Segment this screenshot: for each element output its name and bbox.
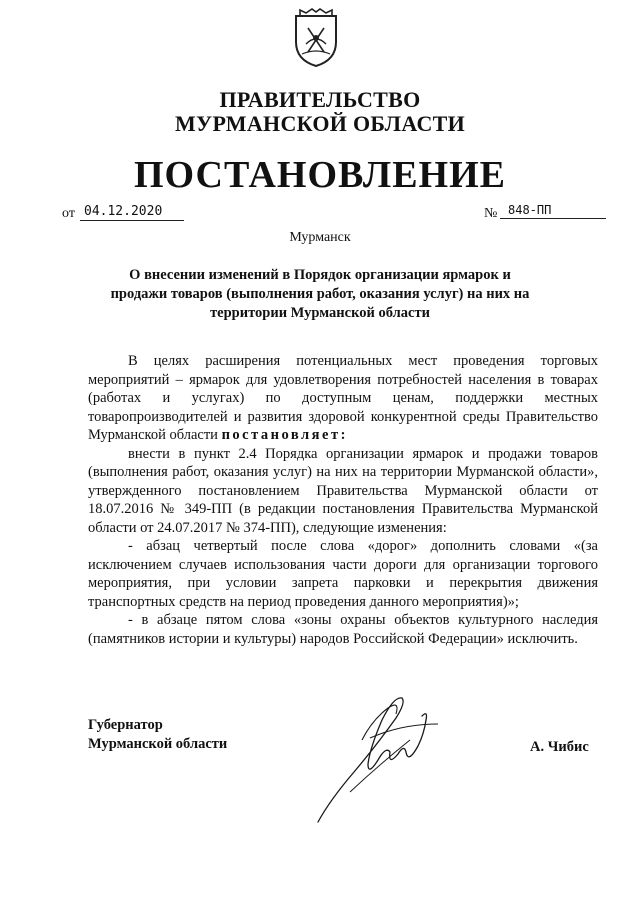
government-title: ПРАВИТЕЛЬСТВО [219,87,421,112]
number-label: № [484,206,498,221]
preamble-text: В целях расширения потенциальных мест проведения торговых мероприятий – ярмарок для удовлетворения потребностей населения в товарах (работах и услугах) по доступным ценам, поддержки местных товаропроизводителей и развития здоровой конкурентной среды Правительство Мурманской области [88,353,598,443]
signatory-name: А. Чибис [530,739,589,755]
signatory-title-line2: Мурманской области [88,736,228,752]
coat-of-arms-icon [292,8,340,68]
paragraph-change-1: - абзац четвертый после слова «дорог» дополнить словами «(за исключением случаев использования части дороги для организации торгового мероприятия, при условии запрета парковки и перекрытия движения транспортных средств на период проведения данного мероприятия)»; [88,538,598,610]
signatory-title-line1: Губернатор [88,717,163,733]
document-body [88,352,598,648]
city: Мурманск [289,230,351,245]
paragraph-preamble [88,352,598,445]
date-label: от [62,206,75,221]
document-type: ПОСТАНОВЛЕНИЕ [133,154,507,196]
paragraph-amendment: внести в пункт 2.4 Порядка организации ярмарок и продажи товаров (выполнения работ, оказания услуг) на них на территории Мурманской области», утвержденного постановлением Правительства Мурманской области от 18.07.2016 № 349-ПП (в редакции постановления Правительства Мурманской области от 24.07.2017 № 374-ПП), следующие изменения: [88,445,598,536]
document-date: 04.12.2020 [80,204,184,221]
document-subject: О внесении изменений в Порядок организации ярмарок и продажи товаров (выполнения работ, оказания услуг) на них на территории Мурманской области [110,267,530,321]
signatory-title [88,716,227,754]
document-number: 848-ПП [500,202,606,219]
region-title: МУРМАНСКОЙ ОБЛАСТИ [174,111,466,136]
resolution-word: постановляет: [221,427,348,443]
paragraph-change-2: - в абзаце пятом слова «зоны охраны объектов культурного наследия (памятников истории и культуры) народов Российской Федерации» исключить. [88,612,598,647]
handwritten-signature [310,680,450,830]
